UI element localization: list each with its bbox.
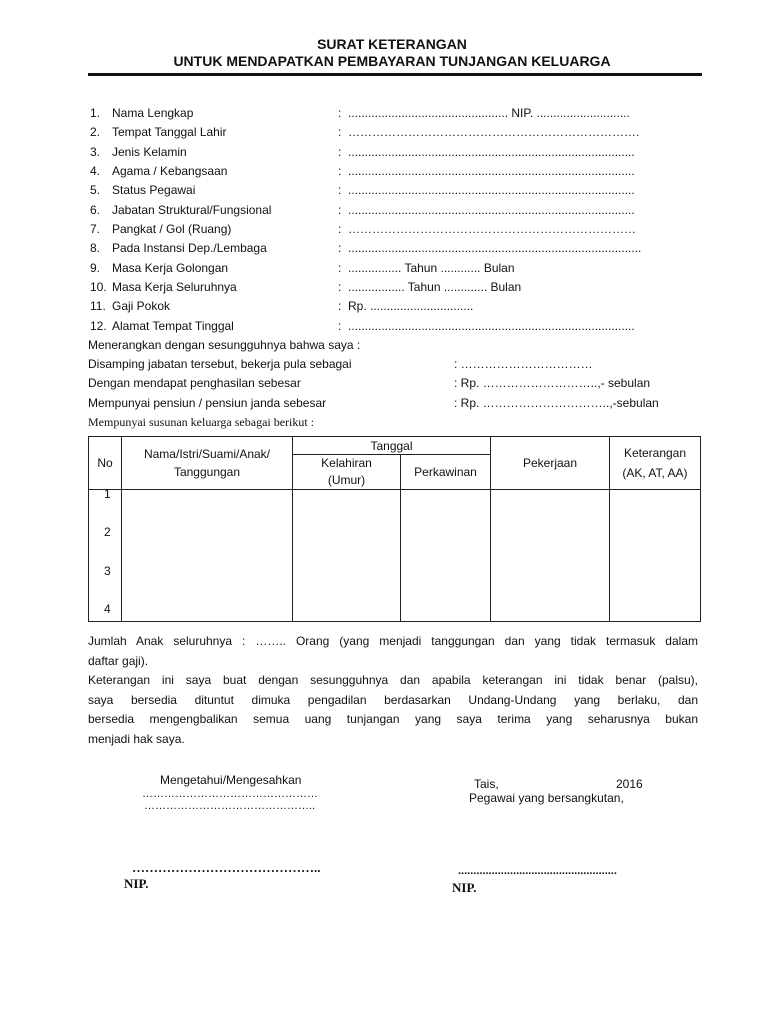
header-note-line2: (AK, AT, AA) xyxy=(622,466,688,480)
field-value: ...................................................................................... xyxy=(348,319,635,333)
field-label: Agama / Kebangsaan xyxy=(112,164,228,178)
field-label: Status Pegawai xyxy=(112,183,196,197)
field-number: 11. xyxy=(90,299,106,313)
approver-nip: NIP. xyxy=(124,876,149,891)
cell-note xyxy=(610,490,701,622)
field-value: ...................................................................................... xyxy=(348,145,635,159)
field-value: ...................................................................................... xyxy=(348,203,635,217)
field-label: Jenis Kelamin xyxy=(112,145,187,159)
header-name-line2: Tanggungan xyxy=(173,465,241,479)
row-number: 1 xyxy=(104,487,111,501)
field-label: Gaji Pokok xyxy=(112,299,171,313)
header-divider xyxy=(88,73,702,76)
field-label: Pangkat / Gol (Ruang) xyxy=(112,222,232,236)
field-colon: : xyxy=(338,203,342,217)
approval-heading: Mengetahui/Mengesahkan xyxy=(160,773,302,787)
cell-birth xyxy=(293,490,401,622)
employee-heading: Pegawai yang bersangkutan, xyxy=(469,791,624,805)
field-label: Masa Kerja Seluruhnya xyxy=(112,280,237,294)
field-colon: : xyxy=(338,319,342,333)
signature-place: Tais, xyxy=(474,777,499,791)
field-value: ………………………………………………………………. xyxy=(348,125,640,139)
statement-label: Disamping jabatan tersebut, bekerja pula sebagai xyxy=(88,357,352,371)
field-colon: : xyxy=(338,106,342,120)
field-value: ................................................ NIP. ............................ xyxy=(348,106,630,120)
cell-job xyxy=(491,490,610,622)
header-no: No xyxy=(89,437,122,490)
field-colon: : xyxy=(338,222,342,236)
header-birth-line1: Kelahiran xyxy=(321,456,372,470)
field-number: 5. xyxy=(90,183,101,197)
field-number: 7. xyxy=(90,222,101,236)
field-colon: : xyxy=(338,183,342,197)
field-number: 12. xyxy=(90,319,107,333)
declaration-line: menjadi hak saya. xyxy=(88,732,185,746)
statement-value: : …………………………… xyxy=(454,357,593,371)
field-colon: : xyxy=(338,145,342,159)
declaration-line: Keterangan ini saya buat dengan sesungguhnya dan apabila keterangan ini tidak benar (palsu), xyxy=(88,673,698,687)
document-title: SURAT KETERANGAN xyxy=(317,36,467,52)
statement-intro: Menerangkan dengan sesungguhnya bahwa saya : xyxy=(88,338,361,352)
field-label: Tempat Tanggal Lahir xyxy=(112,125,227,139)
statement-value: : Rp. …………………………..,-sebulan xyxy=(454,396,659,410)
statement-value: : Rp. ………………………..,- sebulan xyxy=(454,376,651,390)
children-count-line2: daftar gaji). xyxy=(88,654,149,668)
declaration-line: bersedia mengengbalikan semua uang tunjangan yang saya terima yang seharusnya bukan xyxy=(88,712,698,726)
cell-name xyxy=(122,490,293,622)
field-colon: : xyxy=(338,125,342,139)
field-number: 10. xyxy=(90,280,107,294)
header-note-line1: Keterangan xyxy=(623,446,687,460)
header-name-line1: Nama/Istri/Suami/Anak/ xyxy=(143,447,271,461)
field-label: Alamat Tempat Tinggal xyxy=(112,319,234,333)
field-colon: : xyxy=(338,261,342,275)
family-table xyxy=(88,436,701,622)
row-number: 2 xyxy=(104,525,111,539)
row-number: 3 xyxy=(104,564,111,578)
field-value: ................ Tahun ............ Bulan xyxy=(348,261,515,275)
row-number: 4 xyxy=(104,602,111,616)
approval-dots: ………………………………………… xyxy=(142,788,318,800)
header-job: Pekerjaan xyxy=(491,437,610,490)
field-value: ...................................................................................... xyxy=(348,164,635,178)
field-number: 2. xyxy=(90,125,101,139)
field-colon: : xyxy=(338,164,342,178)
field-number: 9. xyxy=(90,261,101,275)
field-number: 4. xyxy=(90,164,101,178)
family-intro: Mempunyai susunan keluarga sebagai berikut : xyxy=(88,415,315,429)
employee-nip: NIP. xyxy=(452,880,477,895)
field-value: ........................................................................................ xyxy=(348,241,642,255)
header-birth xyxy=(293,455,401,490)
field-label: Jabatan Struktural/Fungsional xyxy=(112,203,272,217)
field-number: 3. xyxy=(90,145,101,159)
header-note xyxy=(610,437,701,490)
signature-year: 2016 xyxy=(616,777,643,791)
document-subtitle: UNTUK MENDAPATKAN PEMBAYARAN TUNJANGAN KELUARGA xyxy=(173,53,611,69)
field-colon: : xyxy=(338,280,342,294)
employee-name-line: .................................................... xyxy=(458,865,617,877)
header-date-group: Tanggal xyxy=(293,437,491,455)
declaration-line: saya bersedia dituntut dimuka pengadilan berdasarkan Undang-Undang yang berlaku, dan xyxy=(88,693,698,707)
field-value: ...................................................................................... xyxy=(348,183,635,197)
field-number: 8. xyxy=(90,241,101,255)
field-label: Masa Kerja Golongan xyxy=(112,261,229,275)
approver-name-line: …………………………………….. xyxy=(132,860,321,875)
approval-dots: ……………………………………….. xyxy=(144,800,316,812)
statement-label: Mempunyai pensiun / pensiun janda sebesar xyxy=(88,396,327,410)
cell-marriage xyxy=(401,490,491,622)
field-colon: : xyxy=(338,299,342,313)
table-row xyxy=(89,490,701,622)
header-marriage: Perkawinan xyxy=(401,455,491,490)
header-name xyxy=(122,437,293,490)
field-label: Nama Lengkap xyxy=(112,106,194,120)
field-number: 6. xyxy=(90,203,101,217)
field-number: 1. xyxy=(90,106,101,120)
field-value: ................. Tahun ............. Bulan xyxy=(348,280,522,294)
field-colon: : xyxy=(338,241,342,255)
statement-label: Dengan mendapat penghasilan sebesar xyxy=(88,376,301,390)
field-value: ……………………………………………………………… xyxy=(348,222,636,236)
header-birth-line2: (Umur) xyxy=(327,473,366,487)
children-count-line: Jumlah Anak seluruhnya : …….. Orang (yang menjadi tanggungan dan yang tidak termasuk dalam xyxy=(88,634,698,648)
field-label: Pada Instansi Dep./Lembaga xyxy=(112,241,267,255)
field-value: Rp. ............................... xyxy=(348,299,474,313)
